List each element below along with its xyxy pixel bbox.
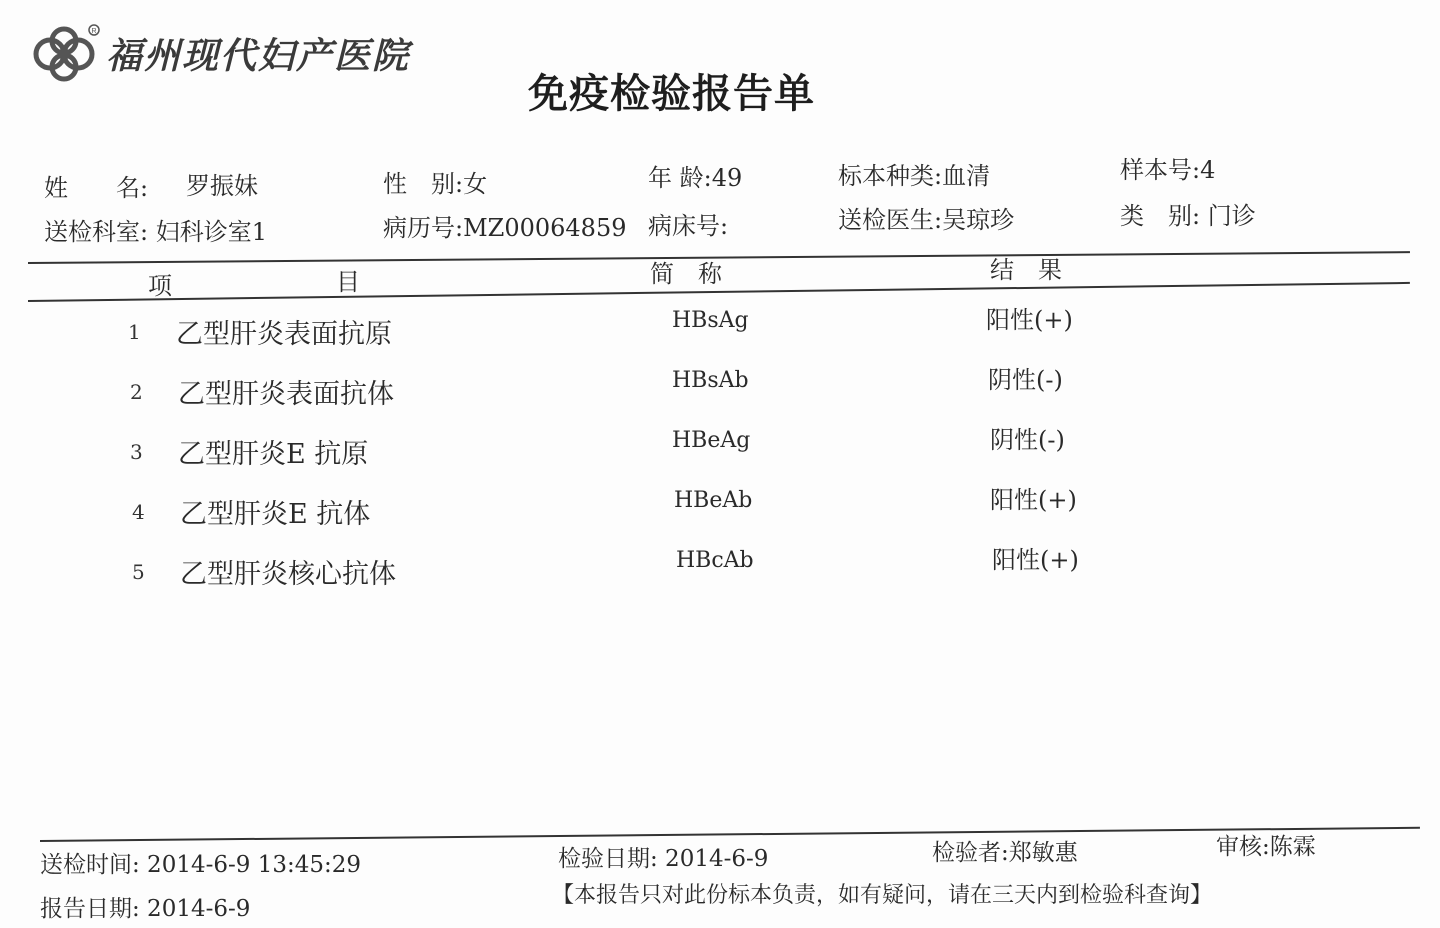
- referring-doctor: 送检医生:吴琼珍: [838, 206, 1015, 234]
- patient-name-label: 姓 名:: [44, 174, 149, 202]
- disclaimer: 【本报告只对此份标本负责，如有疑问，请在三天内到检验科查询】: [552, 883, 1213, 908]
- header-result: 结 果: [990, 256, 1062, 284]
- report-title: 免疫检验报告单: [528, 70, 815, 117]
- report-date: 报告日期: 2014-6-9: [40, 896, 251, 922]
- tester: 检验者:郑敏惠: [932, 840, 1078, 866]
- hospital-logo-icon: [28, 24, 100, 84]
- test-date: 检验日期: 2014-6-9: [558, 846, 769, 872]
- patient-sex: 性 别:女: [383, 170, 488, 198]
- test-abbreviation: HBcAb: [676, 548, 754, 573]
- header-item-1: 项: [148, 272, 172, 300]
- test-result: 阳性(+): [990, 486, 1077, 514]
- test-item-name: 乙型肝炎E 抗体: [180, 499, 371, 530]
- row-number: 4: [132, 500, 145, 524]
- test-result: 阴性(-): [990, 426, 1065, 454]
- department: 送检科室: 妇科诊室1: [44, 218, 267, 246]
- test-item-name: 乙型肝炎表面抗原: [176, 319, 392, 350]
- sample-number: 样本号:4: [1120, 156, 1216, 184]
- test-abbreviation: HBeAb: [674, 488, 753, 513]
- row-number: 3: [130, 440, 143, 464]
- bed-number: 病床号:: [648, 212, 729, 240]
- test-result: 阴性(-): [988, 366, 1063, 394]
- reviewer: 审核:陈霖: [1216, 834, 1316, 860]
- row-number: 1: [128, 320, 141, 344]
- test-item-name: 乙型肝炎核心抗体: [180, 559, 396, 590]
- send-time: 送检时间: 2014-6-9 13:45:29: [40, 852, 362, 878]
- test-item-name: 乙型肝炎E 抗原: [178, 439, 369, 470]
- test-abbreviation: HBsAb: [672, 368, 749, 393]
- svg-text:R: R: [91, 28, 97, 35]
- row-number: 2: [130, 380, 143, 404]
- test-result: 阳性(+): [986, 306, 1073, 334]
- row-number: 5: [132, 560, 145, 584]
- test-result: 阳性(+): [992, 546, 1079, 574]
- test-abbreviation: HBeAg: [672, 428, 751, 453]
- test-item-name: 乙型肝炎表面抗体: [178, 379, 394, 410]
- patient-name: 罗振妹: [186, 172, 258, 200]
- hospital-name: 福州现代妇产医院: [106, 35, 411, 77]
- header-item-2: 目: [336, 268, 360, 296]
- specimen-type: 标本种类:血清: [838, 162, 991, 190]
- medical-record-number: 病历号:MZ00064859: [383, 214, 627, 242]
- patient-category: 类 别: 门诊: [1120, 202, 1256, 230]
- header-abbr: 简 称: [650, 260, 722, 288]
- test-abbreviation: HBsAg: [672, 308, 749, 333]
- patient-age: 年 龄:49: [648, 164, 743, 192]
